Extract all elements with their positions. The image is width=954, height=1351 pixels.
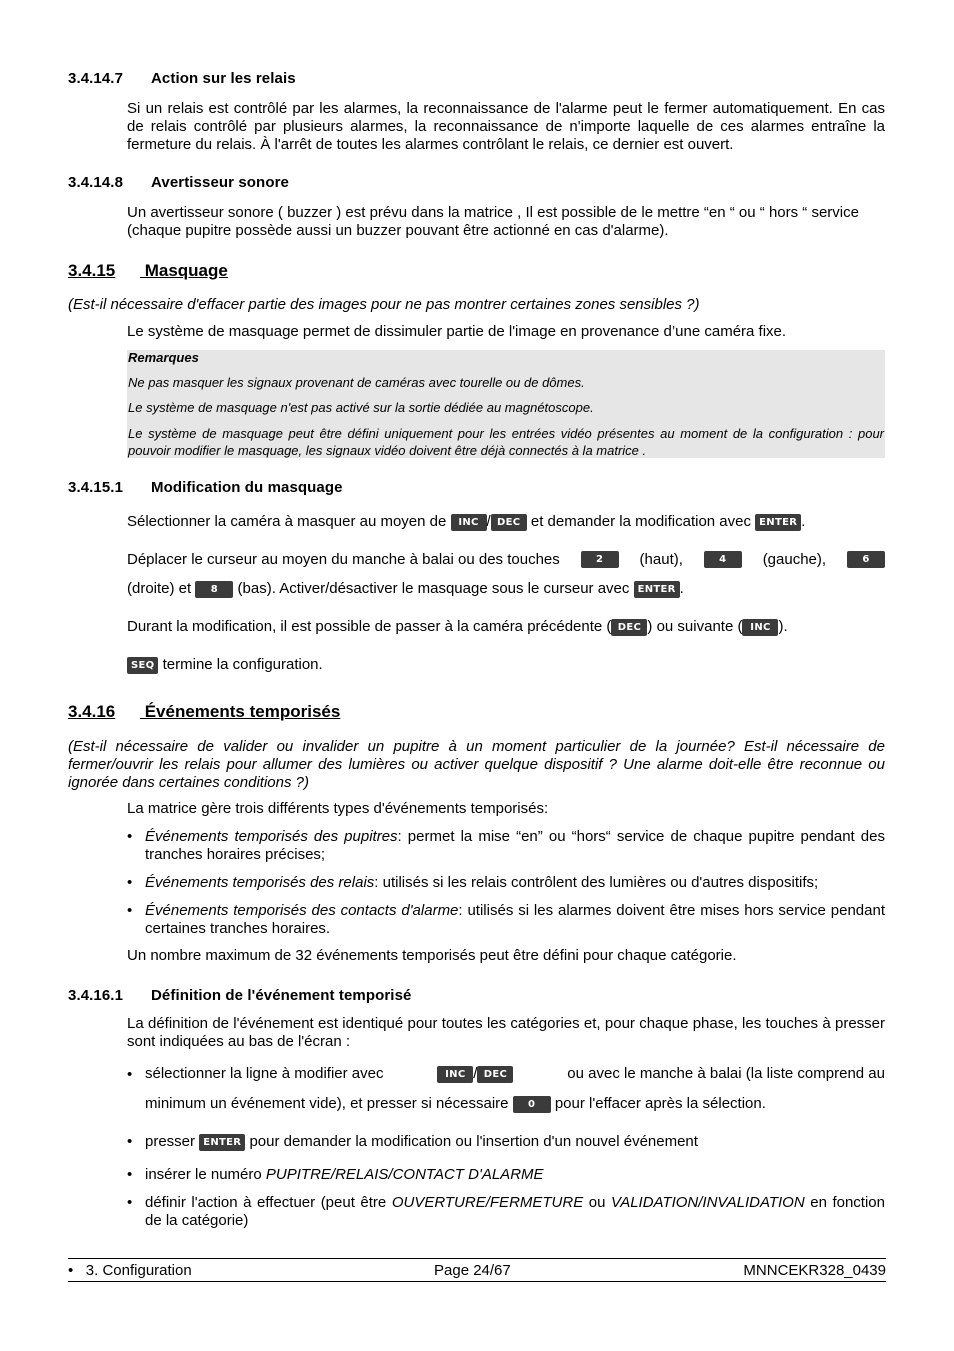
question-masquage: (Est-il nécessaire d'effacer partie des images pour ne pas montrer certaines zones sensibles ?) — [68, 296, 700, 313]
seq-key-icon: SEQ — [127, 657, 158, 674]
list-item: sélectionner la ligne à modifier avec INC / DEC ou avec le manche à balai (la liste comprend au — [145, 1065, 885, 1082]
key-8-icon: 8 — [195, 581, 233, 598]
heading-3-4-14-8: 3.4.14.8 Avertisseur sonore — [68, 174, 289, 191]
heading-3-4-16-1: 3.4.16.1 Définition de l'événement temporisé — [68, 987, 412, 1004]
list-item-continued: minimum un événement vide), et presser si nécessaire 0 pour l'effacer après la sélection. — [145, 1095, 766, 1112]
heading-3-4-14-7: 3.4.14.7 Action sur les relais — [68, 70, 296, 87]
list-item: Événements temporisés des pupitres: permet la mise “en” ou “hors“ service de chaque pupitre pendant des tranches horaires précises; — [145, 828, 885, 863]
masking-line-3: (droite) et 8 (bas). Activer/désactiver le masquage sous le curseur avec ENTER . — [127, 580, 684, 597]
enter-key-icon: ENTER — [634, 581, 680, 598]
paragraph-buzzer: Un avertisseur sonore ( buzzer ) est prévu dans la matrice , Il est possible de le mettre “en “ ou “ hors “ service (chaque pupitre possède aussi un buzzer pouvant être actionné en cas d'alarme). — [127, 204, 859, 239]
masking-line-4: Durant la modification, il est possible de passer à la caméra précédente ( DEC ) ou suivante ( INC ). — [127, 618, 788, 635]
paragraph-relais: Si un relais est contrôlé par les alarmes, la reconnaissance de l'alarme peut le fermer automatiquement. En cas de relais contrôlé par plusieurs alarmes, la reconnaissance de n'importe laquelle de ces alarmes entraîne la fermeture du relais. À l'arrêt de toutes les alarmes contrôlant le relais, ce dernier est ouvert. — [127, 100, 885, 153]
bullet-icon: • — [127, 874, 133, 891]
footer-left: • 3. Configuration — [68, 1262, 192, 1279]
inc-key-icon: INC — [742, 619, 778, 636]
list-item: Événements temporisés des contacts d'alarme: utilisés si les alarmes doivent être mises hors service pendant certaines tranches horaires. — [145, 902, 885, 937]
bullet-icon: • — [127, 1066, 133, 1083]
bullet-icon: • — [127, 828, 133, 845]
key-2-icon: 2 — [581, 551, 619, 568]
remark-3: Le système de masquage peut être défini uniquement pour les entrées vidéo présentes au moment de la configuration : pour pouvoir modifier le masquage, les signaux vidéo doivent être déjà connectés à la matrice . — [128, 426, 884, 458]
dec-key-icon: DEC — [477, 1066, 513, 1083]
bullet-icon: • — [127, 902, 133, 919]
paragraph-masquage: Le système de masquage permet de dissimuler partie de l'image en provenance d’une caméra fixe. — [127, 323, 787, 340]
heading-3-4-16: 3.4.16 Événements temporisés — [68, 702, 341, 721]
paragraph-events: La matrice gère trois différents types d'événements temporisés: — [127, 800, 549, 817]
remark-1: Ne pas masquer les signaux provenant de caméras avec tourelle ou de dômes. — [128, 375, 585, 390]
remark-2: Le système de masquage n'est pas activé sur la sortie dédiée au magnétoscope. — [128, 400, 594, 415]
key-4-icon: 4 — [704, 551, 742, 568]
list-item: presser ENTER pour demander la modification ou l'insertion d'un nouvel événement — [145, 1133, 698, 1150]
remarks-box — [127, 350, 885, 458]
bullet-icon: • — [127, 1166, 133, 1183]
heading-3-4-15: 3.4.15 Masquage — [68, 261, 228, 280]
enter-key-icon: ENTER — [199, 1134, 245, 1151]
list-item: définir l'action à effectuer (peut être OUVERTURE/FERMETURE ou VALIDATION/INVALIDATION en fonction de la catégorie) — [145, 1194, 885, 1229]
inc-key-icon: INC — [451, 514, 487, 531]
key-6-icon: 6 — [847, 551, 885, 568]
paragraph-max-events: Un nombre maximum de 32 événements temporisés peut être défini pour chaque catégorie. — [127, 947, 737, 964]
paragraph-definition: La définition de l'événement est identiqué pour toutes les catégories et, pour chaque phase, les touches à presser sont indiquées au bas de l'écran : — [127, 1015, 885, 1050]
inc-key-icon: INC — [437, 1066, 473, 1083]
bullet-icon: • — [127, 1133, 133, 1150]
masking-line-5: SEQ termine la configuration. — [127, 656, 323, 674]
bullet-icon: • — [127, 1194, 133, 1211]
key-0-icon: 0 — [513, 1096, 551, 1113]
dec-key-icon: DEC — [611, 619, 647, 636]
question-events: (Est-il nécessaire de valider ou invalider un pupitre à un moment particulier de la journée? Est-il nécessaire de fermer/ouvrir les relais pour allumer des lumières ou activer quelque dispositif ? Une alarme doit-elle être reconnue ou ignorée dans certaines conditions ?) — [68, 738, 885, 791]
list-item: insérer le numéro PUPITRE/RELAIS/CONTACT D'ALARME — [145, 1166, 544, 1183]
heading-3-4-15-1: 3.4.15.1 Modification du masquage — [68, 479, 343, 496]
footer-doc-code: MNNCEKR328_0439 — [743, 1262, 886, 1279]
list-item: Événements temporisés des relais: utilisés si les relais contrôlent des lumières ou d'autres dispositifs; — [145, 874, 819, 891]
dec-key-icon: DEC — [491, 514, 527, 531]
masking-line-1: Sélectionner la caméra à masquer au moyen de INC / DEC et demander la modification avec ENTER . — [127, 513, 806, 530]
footer-top-rule — [68, 1258, 886, 1259]
footer-bottom-rule — [68, 1281, 886, 1282]
remarks-title: Remarques — [128, 350, 199, 365]
masking-line-2: Déplacer le curseur au moyen du manche à balai ou des touches 2 (haut), 4 (gauche), 6 — [127, 551, 885, 569]
footer-page-number: Page 24/67 — [434, 1262, 511, 1279]
enter-key-icon: ENTER — [755, 514, 801, 531]
